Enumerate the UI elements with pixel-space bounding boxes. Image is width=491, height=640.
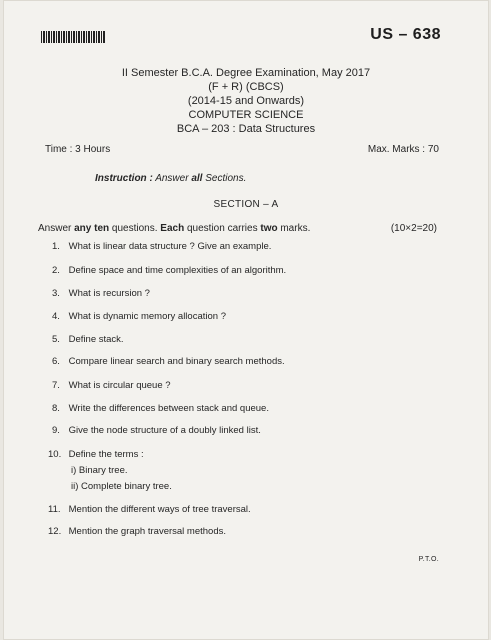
directions-post: marks. <box>277 223 311 234</box>
question-text: Define stack. <box>68 334 124 345</box>
question-text: What is recursion ? <box>68 288 150 299</box>
question-5 <box>52 334 124 345</box>
exam-time: Time : 3 Hours <box>45 144 111 155</box>
directions-mid2: question carries <box>184 223 261 234</box>
question-3 <box>52 288 150 299</box>
question-text: What is dynamic memory allocation ? <box>68 311 226 322</box>
question-2 <box>52 265 286 276</box>
question-7 <box>52 380 171 391</box>
directions-marks: (10×2=20) <box>390 223 437 234</box>
question-number: 1. <box>52 241 60 252</box>
question-text: Compare linear search and binary search methods. <box>68 356 285 367</box>
question-9 <box>52 425 261 436</box>
question-number: 8. <box>52 403 60 414</box>
exam-scheme: (F + R) (CBCS) <box>208 81 284 93</box>
question-10 <box>48 449 144 460</box>
question-4 <box>52 311 226 322</box>
question-text: Give the node structure of a doubly linked list. <box>68 425 261 436</box>
max-marks: Max. Marks : 70 <box>367 144 439 155</box>
question-text: What is circular queue ? <box>68 380 171 391</box>
instruction-pre: Answer <box>155 173 192 184</box>
question-number: 9. <box>52 425 60 436</box>
instruction-post: Sections. <box>202 173 247 184</box>
exam-subject: COMPUTER SCIENCE <box>188 109 304 121</box>
exam-batch: (2014-15 and Onwards) <box>187 95 305 107</box>
question-number: 3. <box>52 288 60 299</box>
question-10-subitem-2: ii) Complete binary tree. <box>71 481 172 492</box>
exam-title: II Semester B.C.A. Degree Examination, May 2017 <box>121 67 371 79</box>
question-12 <box>48 526 226 537</box>
instruction-bold: all <box>191 173 203 184</box>
section-heading: SECTION – A <box>213 199 279 210</box>
pto-label: P.T.O. <box>418 556 439 563</box>
exam-header <box>3 66 489 136</box>
instruction <box>95 173 246 184</box>
question-text: Define space and time complexities of an algorithm. <box>68 265 287 276</box>
question-number: 12. <box>48 526 62 537</box>
directions-pre: Answer <box>38 223 75 234</box>
question-number: 4. <box>52 311 60 322</box>
question-text: Mention the graph traversal methods. <box>68 526 227 537</box>
directions-any: any ten <box>74 223 110 234</box>
question-8 <box>52 403 269 414</box>
directions-mid: questions. <box>109 223 161 234</box>
question-number: 2. <box>52 265 60 276</box>
question-number: 5. <box>52 334 60 345</box>
directions-each: Each <box>160 223 185 234</box>
question-number: 11. <box>48 504 61 515</box>
question-number: 7. <box>52 380 60 391</box>
question-1 <box>52 241 271 252</box>
question-text: What is linear data structure ? Give an example. <box>68 241 272 252</box>
question-10-subitem-1: i) Binary tree. <box>71 465 128 476</box>
exam-page <box>3 0 489 640</box>
section-directions <box>38 223 437 234</box>
question-number: 10. <box>48 449 62 460</box>
directions-text <box>38 223 310 234</box>
question-text: Define the terms : <box>68 449 144 460</box>
question-6 <box>52 356 285 367</box>
question-11 <box>48 504 251 515</box>
paper-code: US – 638 <box>370 26 441 43</box>
question-number: 6. <box>52 356 60 367</box>
question-text: Write the differences between stack and queue. <box>68 403 269 414</box>
instruction-label: Instruction : <box>95 173 153 184</box>
exam-course: BCA – 203 : Data Structures <box>176 123 316 135</box>
barcode <box>41 31 105 43</box>
question-text: Mention the different ways of tree traversal. <box>68 504 251 515</box>
directions-two: two <box>260 223 278 234</box>
